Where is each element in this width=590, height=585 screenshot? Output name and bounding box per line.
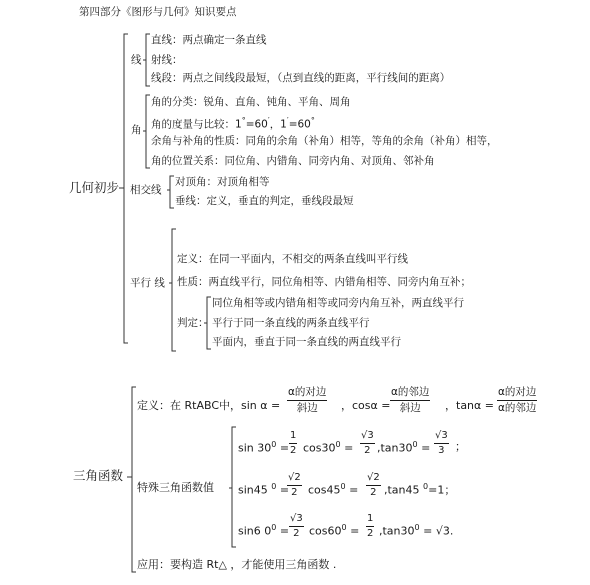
line-item-straight: 直线：两点确定一条直线 [151,34,267,46]
intersecting-label: 相交线 [130,184,162,196]
intersecting-perpendicular: 垂线：定义，垂直的判定，垂线段最短 [175,195,354,207]
row2-cos-value [366,473,381,498]
angle-classification: 角的分类：锐角、直角、钝角、平角、周角 [151,96,351,108]
sin-definition-fraction [287,387,327,413]
parallel-judgment-3: 平面内，垂直于同一条直线的两直线平行 [212,336,401,348]
row1-tan-num: √3 [434,431,449,444]
geometry-main-brace [119,34,128,343]
trig-root-label: 三角函数 [73,468,124,483]
trig-application: 应用：要构造 Rt△ ，才能使用三角函数 . [137,558,337,571]
tan-definition-label: ，tanα = [445,399,494,412]
trig-definition-prefix: 定义：在 RtABC中，sin α = [137,399,281,412]
cos-denominator: 斜边 [399,401,421,414]
sin-numerator: α的对边 [287,387,327,401]
row2-sin: sin45 $^0$ = [238,482,290,497]
angle-brace [143,95,150,168]
tan-denominator: α的邻边 [498,401,537,414]
row3-sin-num: √3 [289,514,304,527]
row3-cos-den: 2 [367,528,374,539]
row1-sin: $\sin 30^0$ = [238,440,290,455]
row1-cos: $\cos 30^0$ = [303,440,354,455]
cos-numerator: α的邻边 [390,387,430,401]
row2-cos-den: 2 [370,487,377,498]
row1-sin-num: 1 [289,431,297,444]
line-item-segment: 线段：两点之间线段最短，（点到直线的距离，平行线间的距离） [151,72,451,84]
page-title: 第四部分《图形与几何》知识要点 [79,6,237,18]
sin-denominator: 斜边 [296,401,318,414]
intersecting-brace [167,176,174,208]
row1-tan-den: 3 [438,445,445,456]
row2-cos-num: √2 [366,473,381,486]
tan-numerator: α的对边 [497,387,537,401]
tan-definition-fraction [497,387,537,413]
row2-tan: ,tan45 $^0$=1； [384,482,456,497]
row1-end: ； [455,440,466,453]
cos-definition-label: ，cosα = [341,399,391,412]
line-brace [143,34,150,86]
parallel-definition: 定义：在同一平面内，不相交的两条直线叫平行线 [177,253,408,265]
angle-measure: 角的度量与比较：1°=60′，1′=60° [151,116,315,131]
angle-label: 角 [131,124,142,136]
parallel-property: 性质：两直线平行，同位角相等、内错角相等、同旁内角互补； [177,276,471,288]
special-brace [229,427,236,547]
angle-relations: 角的位置关系：同位角、内错角、同旁内角、对顶角、邻补角 [151,155,435,167]
intersecting-vertical-angles: 对顶角：对顶角相等 [175,176,270,188]
parallel-label: 平行 线 [130,277,165,289]
geometry-root-label: 几何初步 [69,180,120,195]
parallel-judgment-2: 平行于同一条直线的两条直线平行 [212,317,370,329]
row3-cos: $\cos 60^0$ = [309,523,360,538]
row1-cos-den: 2 [364,445,371,456]
row3-tan: $,\tan 30^0 = √3$. [379,523,454,538]
row3-sin-den: 2 [293,528,300,539]
row3-sin: sin6 $0^0$ = [238,523,290,538]
row1-cos-num: √3 [360,431,375,444]
line-label: 线 [131,54,142,66]
row2-sin-den: 2 [291,487,298,498]
parallel-judgment-label: 判定： [177,317,209,329]
row1-tan-value [434,431,449,456]
row2-cos: $\cos 45^0$ = [308,482,359,497]
row1-sin-value [289,431,297,456]
special-values-label: 特殊三角函数值 [137,481,214,494]
cos-definition-fraction [390,387,430,413]
row1-sin-den: 2 [290,445,297,456]
row1-cos-value [360,431,375,456]
parallel-brace [169,229,176,351]
row3-cos-value [366,514,374,539]
row3-cos-num: 1 [366,514,374,527]
parallel-judgment-1: 同位角相等或内错角相等或同旁内角互补，两直线平行 [212,297,464,309]
row3-sin-value [289,514,304,539]
row2-sin-num: √2 [287,473,302,486]
line-item-ray: 射线： [151,54,183,66]
angle-comp-supp: 余角与补角的性质：同角的余角（补角）相等，等角的余角（补角）相等， [151,135,498,147]
row1-tan: $,\tan 30^0$ = [377,440,431,455]
trig-main-brace [127,387,136,572]
row2-sin-value [287,473,302,498]
